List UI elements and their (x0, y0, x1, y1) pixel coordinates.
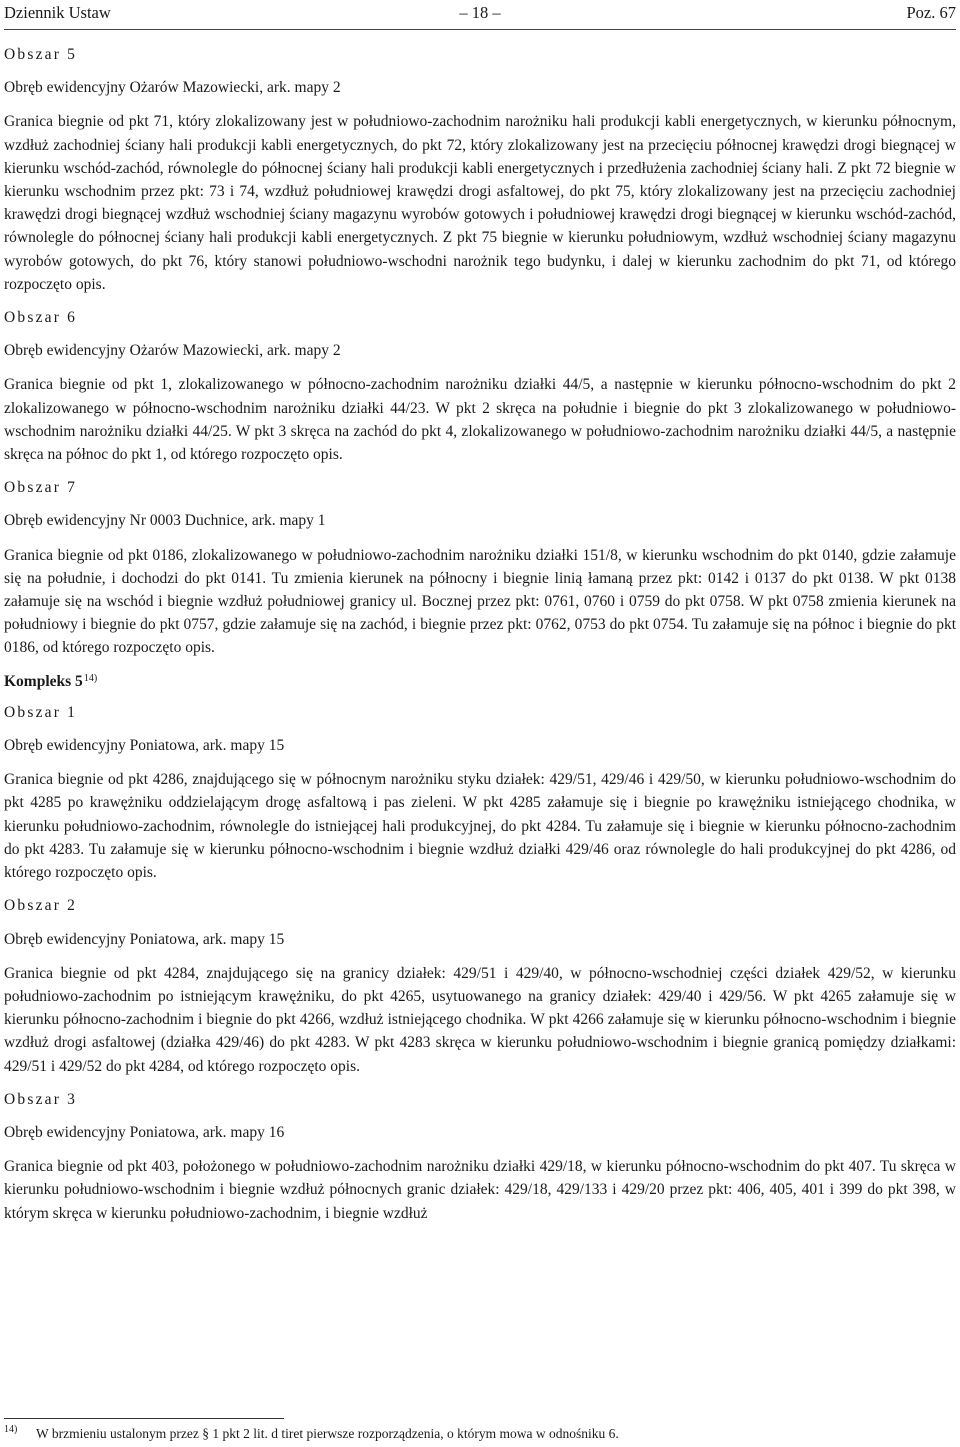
boundary-description: Granica biegnie od pkt 403, położonego w południowo-zachodnim narożniku działki 429/18, w kierunku północno-wschodnim do pkt 407. Tu skręca w kierunku południowo-wschodnim i biegnie wzdłuż północnych granic działek: 429/18, 429/133 i 429/20 przez pkt: 406, 405, 401 i 399 do pkt 398, w którym skręca w kierunku południowo-zachodnim, i biegnie wzdłuż (4, 1158, 956, 1222)
boundary-description: Granica biegnie od pkt 0186, zlokalizowanego w południowo-zachodnim narożniku działki 151/8, w kierunku wschodnim do pkt 0140, gdzie załamuje się na południe, i dochodzi do pkt 0141. Tu zmienia kierunek na północny i biegnie linią łamaną przez pkt: 0142 i 0137 do pkt 0138. W pkt 0138 załamuje się na wschód i biegnie wzdłuż południowej granicy ul. Bocznej przez pkt: 0761, 0760 i 0759 do pkt 0758. W pkt 0758 zmienia kierunek na południowy i biegnie do pkt 0757, gdzie załamuje się na zachód, i biegnie przez pkt: 0762, 0753 do pkt 0754. Tu załamuje się na północ i biegnie do pkt 0186, od którego rozpoczęto opis. (4, 546, 956, 657)
obreb-line: Obręb ewidencyjny Poniatowa, ark. mapy 15 (4, 930, 285, 948)
section-obszar-5 (4, 43, 956, 296)
obszar-heading: Obszar 7 (4, 479, 78, 497)
obreb-line: Obręb ewidencyjny Nr 0003 Duchnice, ark. mapy 1 (4, 512, 326, 530)
obreb-line: Obręb ewidencyjny Poniatowa, ark. mapy 16 (4, 1123, 285, 1141)
footnote-reference[interactable]: 14) (83, 672, 98, 684)
journal-name: Dziennik Ustaw (4, 3, 111, 22)
obreb-line: Obręb ewidencyjny Ożarów Mazowiecki, ark. mapy 2 (4, 342, 341, 360)
footnote-text: W brzmieniu ustalonym przez § 1 pkt 2 lit. d tiret pierwsze rozporządzenia, o którym mowa w odnośniku 6. (36, 1426, 619, 1441)
document-page (4, 0, 956, 1441)
kompleks-title: Kompleks 5 (4, 672, 83, 690)
page-number: – 18 – (459, 3, 501, 22)
boundary-description: Granica biegnie od pkt 71, który zlokalizowany jest w południowo-zachodnim narożniku hali produkcji kabli energetycznych, w kierunku północnym, wzdłuż zachodniej ściany hali produkcji kabli energetycznych, do pkt 72, który zlokalizowany jest na przecięciu północnej krawędzi drogi biegnącej w kierunku wschód-zachód, równolegle do północnej ściany hali produkcji kabli energetycznych i przedłużenia zachodniej ściany hali. Z pkt 72 biegnie w kierunku wschodnim przez pkt: 73 i 74, wzdłuż południowej krawędzi drogi asfaltowej, do pkt 75, który zlokalizowany jest na przecięciu zachodniej krawędzi drogi biegnącej wzdłuż wschodniej ściany magazynu wyrobów gotowych i południowej krawędzi drogi biegnącej w kierunku wschód-zachód, równolegle do północnej ściany hali produkcji kabli energetycznych. Z pkt 75 biegnie w kierunku południowym, wzdłuż wschodniej ściany magazynu wyrobów gotowych, do pkt 76, który stanowi południowo-wschodni narożnik tego budynku, i dalej w kierunku zachodnim do pkt 71, od którego rozpoczęto opis. (4, 113, 956, 293)
obszar-heading: Obszar 2 (4, 897, 78, 915)
obreb-line: Obręb ewidencyjny Ożarów Mazowiecki, ark. mapy 2 (4, 79, 341, 97)
obszar-heading: Obszar 3 (4, 1090, 78, 1108)
header-divider (4, 29, 956, 30)
obreb-line: Obręb ewidencyjny Poniatowa, ark. mapy 15 (4, 737, 285, 755)
obszar-heading: Obszar 6 (4, 309, 78, 327)
section-kompleks5-obszar-3 (4, 1088, 956, 1225)
section-obszar-6 (4, 306, 956, 466)
position-number: Poz. 67 (906, 3, 956, 22)
boundary-description: Granica biegnie od pkt 4286, znajdującego się w północnym narożniku styku działek: 429/51, 429/46 i 429/50, w kierunku południowo-wschodnim do pkt 4285 po krawężniku oddzielającym drogę asfaltową i pas zieleni. W pkt 4285 załamuje się i biegnie po krawężniku istniejącego chodnika, w kierunku południowo-zachodnim, równolegle do istniejącej hali produkcyjnej, do pkt 4284. Tu załamuje się i biegnie w kierunku północno-zachodnim do pkt 4283. Tu załamuje się w kierunku północno-wschodnim i biegnie wzdłuż działki 429/46 oraz równolegle do hali produkcyjnej do pkt 4286, od którego rozpoczęto opis. (4, 771, 956, 882)
kompleks-heading (4, 670, 956, 693)
section-obszar-7 (4, 476, 956, 659)
page-header (4, 0, 956, 26)
footnote-divider (4, 1418, 284, 1419)
footnote-mark: 14) (4, 1424, 18, 1435)
section-kompleks5-obszar-2 (4, 894, 956, 1077)
obszar-heading: Obszar 5 (4, 46, 78, 63)
obszar-heading: Obszar 1 (4, 703, 78, 721)
boundary-description: Granica biegnie od pkt 1, zlokalizowanego w północno-zachodnim narożniku działki 44/5, a następnie w kierunku północno-wschodnim do pkt 2 zlokalizowanego w północno-wschodnim narożniku działki 44/23. W pkt 2 skręca na południe i biegnie do pkt 3 zlokalizowanego w południowo-wschodnim narożniku działki 44/25. W pkt 3 skręca na zachód do pkt 4, zlokalizowanego w południowo-zachodnim narożniku działki 44/5, a następnie skręca na północ do pkt 1, od którego rozpoczęto opis. (4, 376, 956, 464)
section-kompleks5-obszar-1 (4, 701, 956, 884)
document-body (4, 43, 956, 1235)
boundary-description: Granica biegnie od pkt 4284, znajdującego się na granicy działek: 429/51 i 429/40, w północno-wschodniej części działek 429/52, w kierunku południowo-zachodnim po istniejącym krawężniku, do pkt 4265, usytuowanego na granicy działek: 429/40 i 429/56. W pkt 4265 załamuje się w kierunku północno-zachodnim i biegnie do pkt 4266, wzdłuż istniejącego chodnika. W pkt 4266 załamuje się w kierunku północno-wschodnim i biegnie wzdłuż drogi asfaltowej (działka 429/46) do pkt 4283. W pkt 4283 skręca w kierunku południowo-wschodnim i biegnie granicą pomiędzy działkami: 429/51 i 429/52 do pkt 4284, od którego rozpoczęto opis. (4, 964, 956, 1075)
